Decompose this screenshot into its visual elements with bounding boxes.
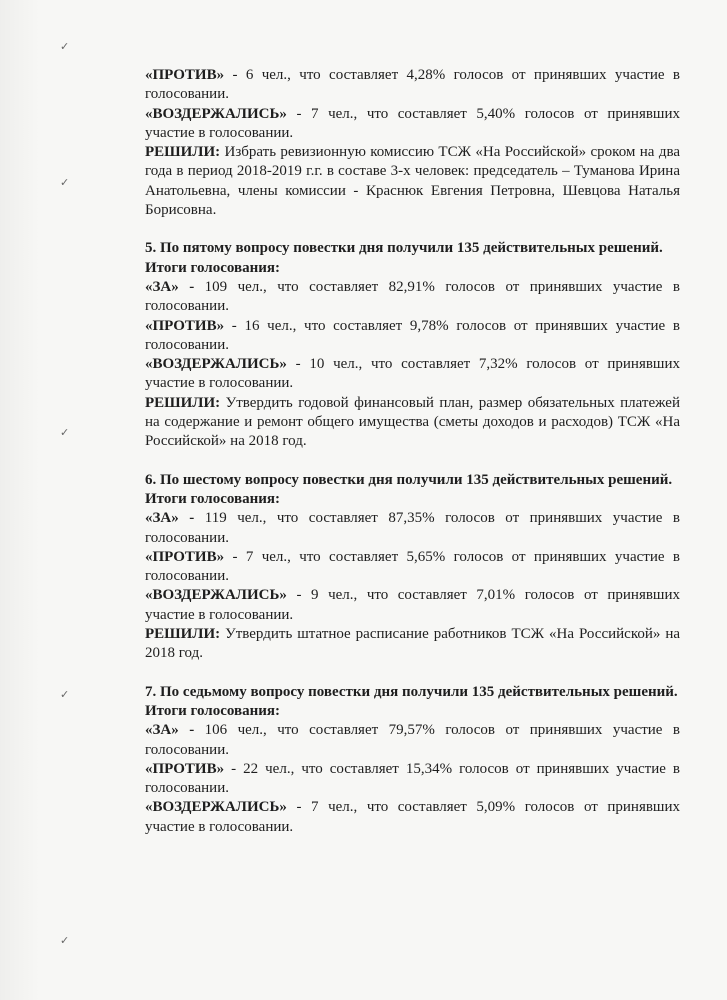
vote-against: «ПРОТИВ» - 7 чел., что составляет 5,65% голосов от принявших участие в голосовании. bbox=[145, 548, 680, 585]
hole-punch-mark: ✓ bbox=[60, 934, 70, 947]
vote-against: «ПРОТИВ» - 6 чел., что составляет 4,28% голосов от принявших участие в голосовании. bbox=[145, 67, 680, 103]
vote-abstain: «ВОЗДЕРЖАЛИСЬ» - 7 чел., что составляет 5,09% голосов от принявших участие в голосовании. bbox=[145, 799, 680, 835]
hole-punch-mark: ✓ bbox=[60, 40, 70, 53]
hole-punch-mark: ✓ bbox=[60, 426, 70, 439]
binding-shadow bbox=[0, 0, 40, 1000]
resolution: РЕШИЛИ: Избрать ревизионную комиссию ТСЖ «На Российской» сроком на два года в период 2018-2019 г.г. в составе 3-х человек: председатель – Туманова Ирина Анатольевна, члены комиссии - Краснюк Евгения Петровна, Шевцова Наталья Борисовна. bbox=[145, 144, 680, 219]
document-body bbox=[145, 66, 680, 837]
vote-for: «ЗА» - 106 чел., что составляет 79,57% голосов от принявших участие в голосовании. bbox=[145, 722, 680, 758]
resolution: РЕШИЛИ: Утвердить штатное расписание работников ТСЖ «На Российской» на 2018 год. bbox=[145, 626, 680, 662]
vote-abstain: «ВОЗДЕРЖАЛИСЬ» - 9 чел., что составляет 7,01% голосов от принявших участие в голосовании. bbox=[145, 587, 680, 623]
question-heading: 7. По седьмому вопросу повестки дня получили 135 действительных решений. bbox=[145, 683, 678, 700]
question-heading: 6. По шестому вопросу повестки дня получили 135 действительных решений. bbox=[145, 471, 673, 488]
hole-punch-mark: ✓ bbox=[60, 688, 70, 701]
voting-results-label: Итоги голосования: bbox=[145, 702, 280, 719]
vote-against: «ПРОТИВ» - 16 чел., что составляет 9,78% голосов от принявших участие в голосовании. bbox=[145, 317, 680, 353]
voting-results-label: Итоги голосования: bbox=[145, 259, 280, 276]
vote-against: «ПРОТИВ» - 22 чел., что составляет 15,34% голосов от принявших участие в голосовании. bbox=[145, 760, 680, 797]
voting-results-label: Итоги голосования: bbox=[145, 490, 280, 507]
hole-punch-mark: ✓ bbox=[60, 176, 70, 189]
vote-abstain: «ВОЗДЕРЖАЛИСЬ» - 10 чел., что составляет 7,32% голосов от принявших участие в голосовании. bbox=[145, 356, 680, 392]
question-heading: 5. По пятому вопросу повестки дня получили 135 действительных решений. bbox=[145, 240, 663, 257]
vote-for: «ЗА» - 109 чел., что составляет 82,91% голосов от принявших участие в голосовании. bbox=[145, 278, 680, 315]
resolution: РЕШИЛИ: Утвердить годовой финансовый план, размер обязательных платежей на содержание и ремонт общего имущества (сметы доходов и расходов) ТСЖ «На Российской» на 2018 год. bbox=[145, 394, 680, 450]
vote-for: «ЗА» - 119 чел., что составляет 87,35% голосов от принявших участие в голосовании. bbox=[145, 510, 680, 546]
vote-abstain: «ВОЗДЕРЖАЛИСЬ» - 7 чел., что составляет 5,40% голосов от принявших участие в голосовании. bbox=[145, 105, 680, 141]
